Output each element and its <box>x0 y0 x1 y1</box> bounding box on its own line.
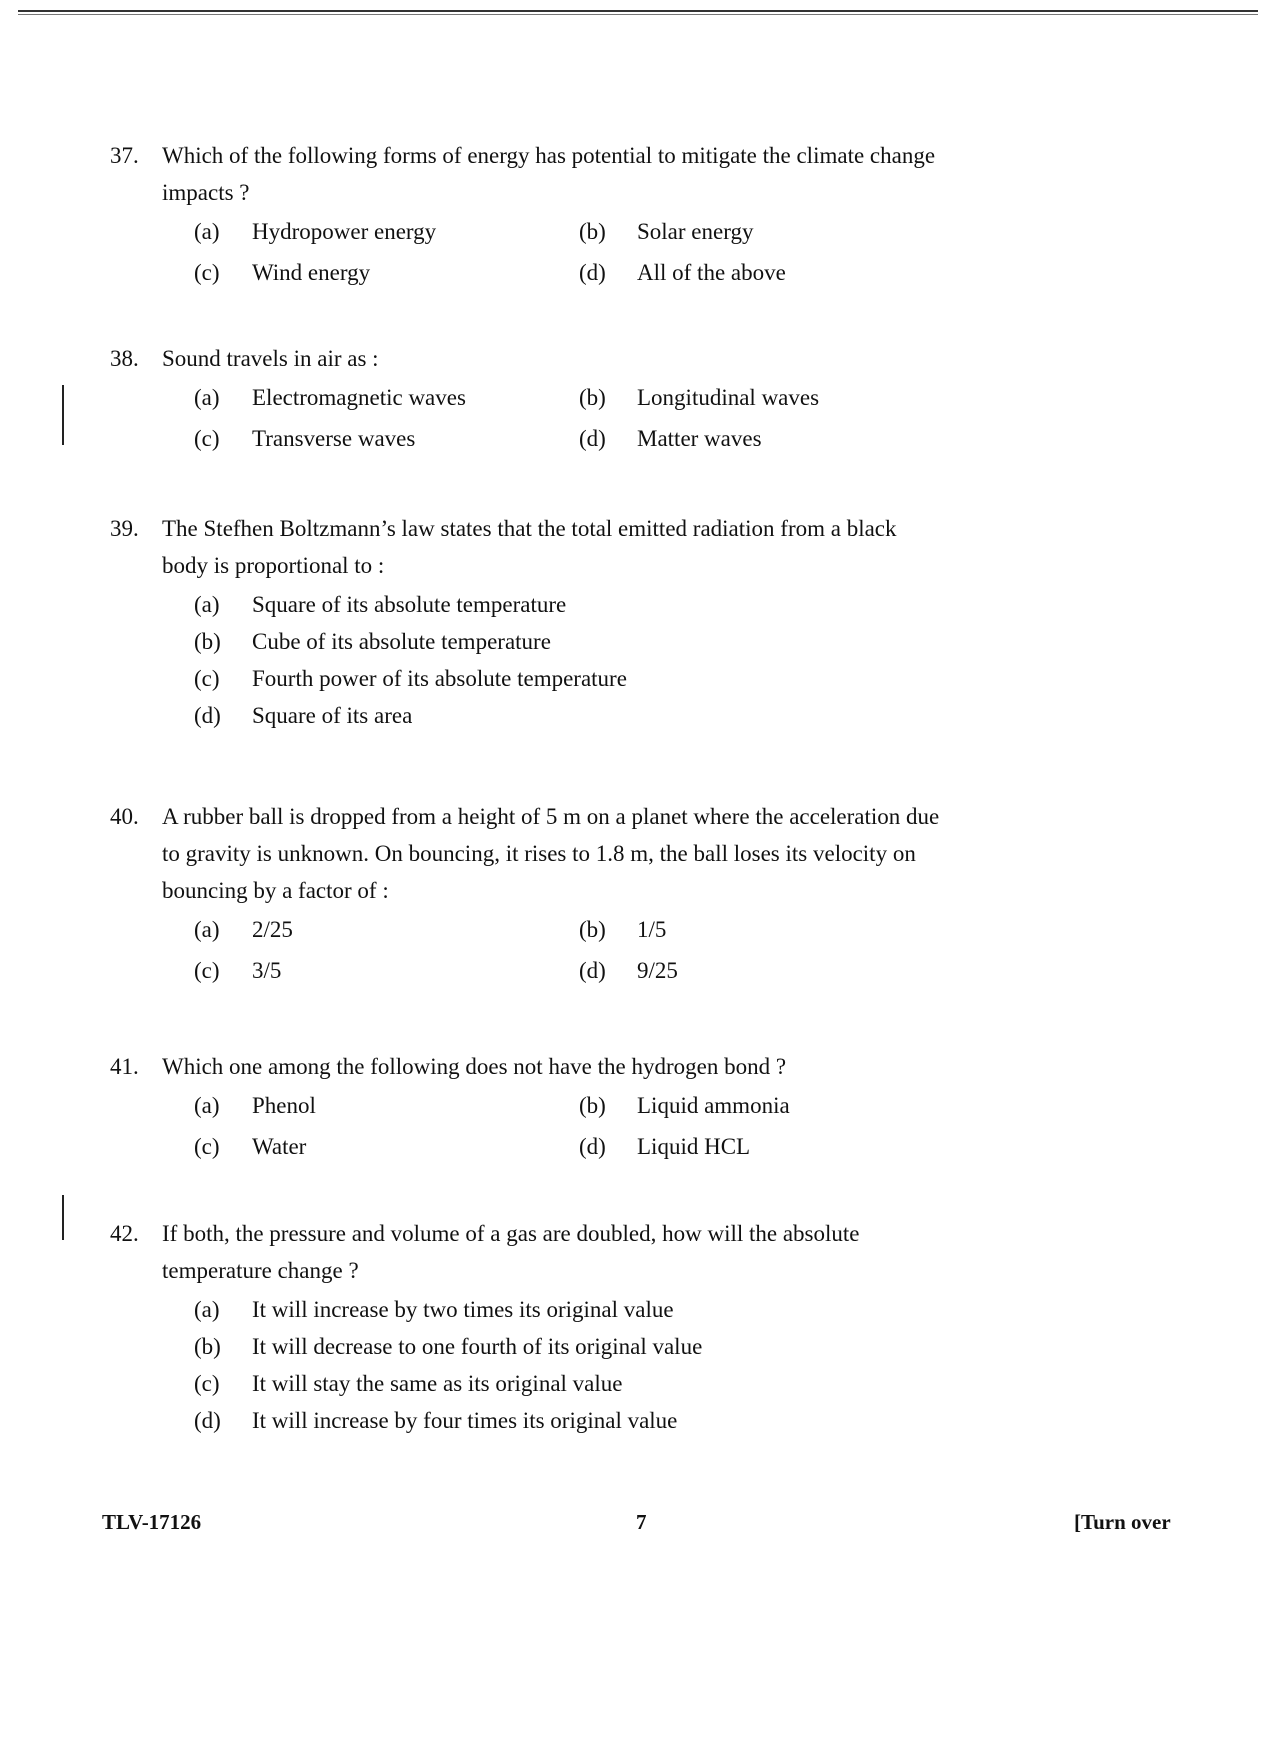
question-40 <box>110 798 940 989</box>
question-37 <box>110 137 940 291</box>
option-b[interactable]: (b) Solar energy <box>579 219 754 244</box>
question-41 <box>110 1048 940 1165</box>
question-text: The Stefhen Boltzmann’s law states that the total emitted radiation from a black body is proportional to : <box>162 516 897 578</box>
margin-mark <box>62 1195 64 1240</box>
option-c[interactable]: (c) 3/5 <box>194 958 282 983</box>
option-b[interactable]: (b) Cube of its absolute temperature <box>194 629 551 654</box>
turn-over-note: [Turn over <box>1074 1510 1171 1534</box>
question-number: 39. <box>110 516 139 541</box>
question-number: 38. <box>110 346 139 371</box>
margin-mark <box>62 385 64 445</box>
top-rule <box>18 10 1258 12</box>
question-text: If both, the pressure and volume of a gas are doubled, how will the absolute temperature change ? <box>162 1221 860 1283</box>
question-number: 41. <box>110 1054 139 1079</box>
option-b[interactable]: (b) It will decrease to one fourth of its original value <box>194 1334 703 1359</box>
options <box>194 379 940 457</box>
question-39 <box>110 510 940 734</box>
options <box>194 911 940 989</box>
options <box>194 1087 940 1165</box>
option-d[interactable]: (d) Liquid HCL <box>579 1134 751 1159</box>
option-c[interactable]: (c) It will stay the same as its original value <box>194 1371 623 1396</box>
options <box>194 1291 940 1439</box>
option-b[interactable]: (b) 1/5 <box>579 917 667 942</box>
question-number: 40. <box>110 804 139 829</box>
question-42 <box>110 1215 940 1439</box>
options <box>194 213 940 291</box>
option-c[interactable]: (c) Transverse waves <box>194 426 416 451</box>
page-number: 7 <box>636 1510 647 1534</box>
option-c[interactable]: (c) Water <box>194 1134 307 1159</box>
question-text: Which one among the following does not have the hydrogen bond ? <box>162 1054 787 1079</box>
option-d[interactable]: (d) Square of its area <box>194 703 413 728</box>
option-a[interactable]: (a) Hydropower energy <box>194 219 437 244</box>
option-a[interactable]: (a) Electromagnetic waves <box>194 385 466 410</box>
option-a[interactable]: (a) 2/25 <box>194 917 293 942</box>
question-text: Which of the following forms of energy has potential to mitigate the climate change impacts ? <box>162 143 936 205</box>
option-a[interactable]: (a) It will increase by two times its original value <box>194 1297 674 1322</box>
option-d[interactable]: (d) It will increase by four times its original value <box>194 1408 678 1433</box>
question-text: A rubber ball is dropped from a height of 5 m on a planet where the acceleration due to gravity is unknown. On bouncing, it rises to 1.8 m, the ball loses its velocity on bouncing by a factor of : <box>162 804 940 903</box>
question-number: 37. <box>110 143 139 168</box>
question-number: 42. <box>110 1221 139 1246</box>
option-d[interactable]: (d) Matter waves <box>579 426 762 451</box>
option-a[interactable]: (a) Phenol <box>194 1093 316 1118</box>
options <box>194 586 940 734</box>
option-b[interactable]: (b) Liquid ammonia <box>579 1093 790 1118</box>
option-c[interactable]: (c) Fourth power of its absolute temperature <box>194 666 627 691</box>
option-d[interactable]: (d) 9/25 <box>579 958 678 983</box>
option-d[interactable]: (d) All of the above <box>579 260 786 285</box>
question-text: Sound travels in air as : <box>162 346 379 371</box>
question-38 <box>110 340 940 457</box>
booklet-code: TLV-17126 <box>102 1510 202 1534</box>
option-a[interactable]: (a) Square of its absolute temperature <box>194 592 567 617</box>
top-rule-thin <box>18 14 1258 15</box>
option-b[interactable]: (b) Longitudinal waves <box>579 385 820 410</box>
option-c[interactable]: (c) Wind energy <box>194 260 371 285</box>
